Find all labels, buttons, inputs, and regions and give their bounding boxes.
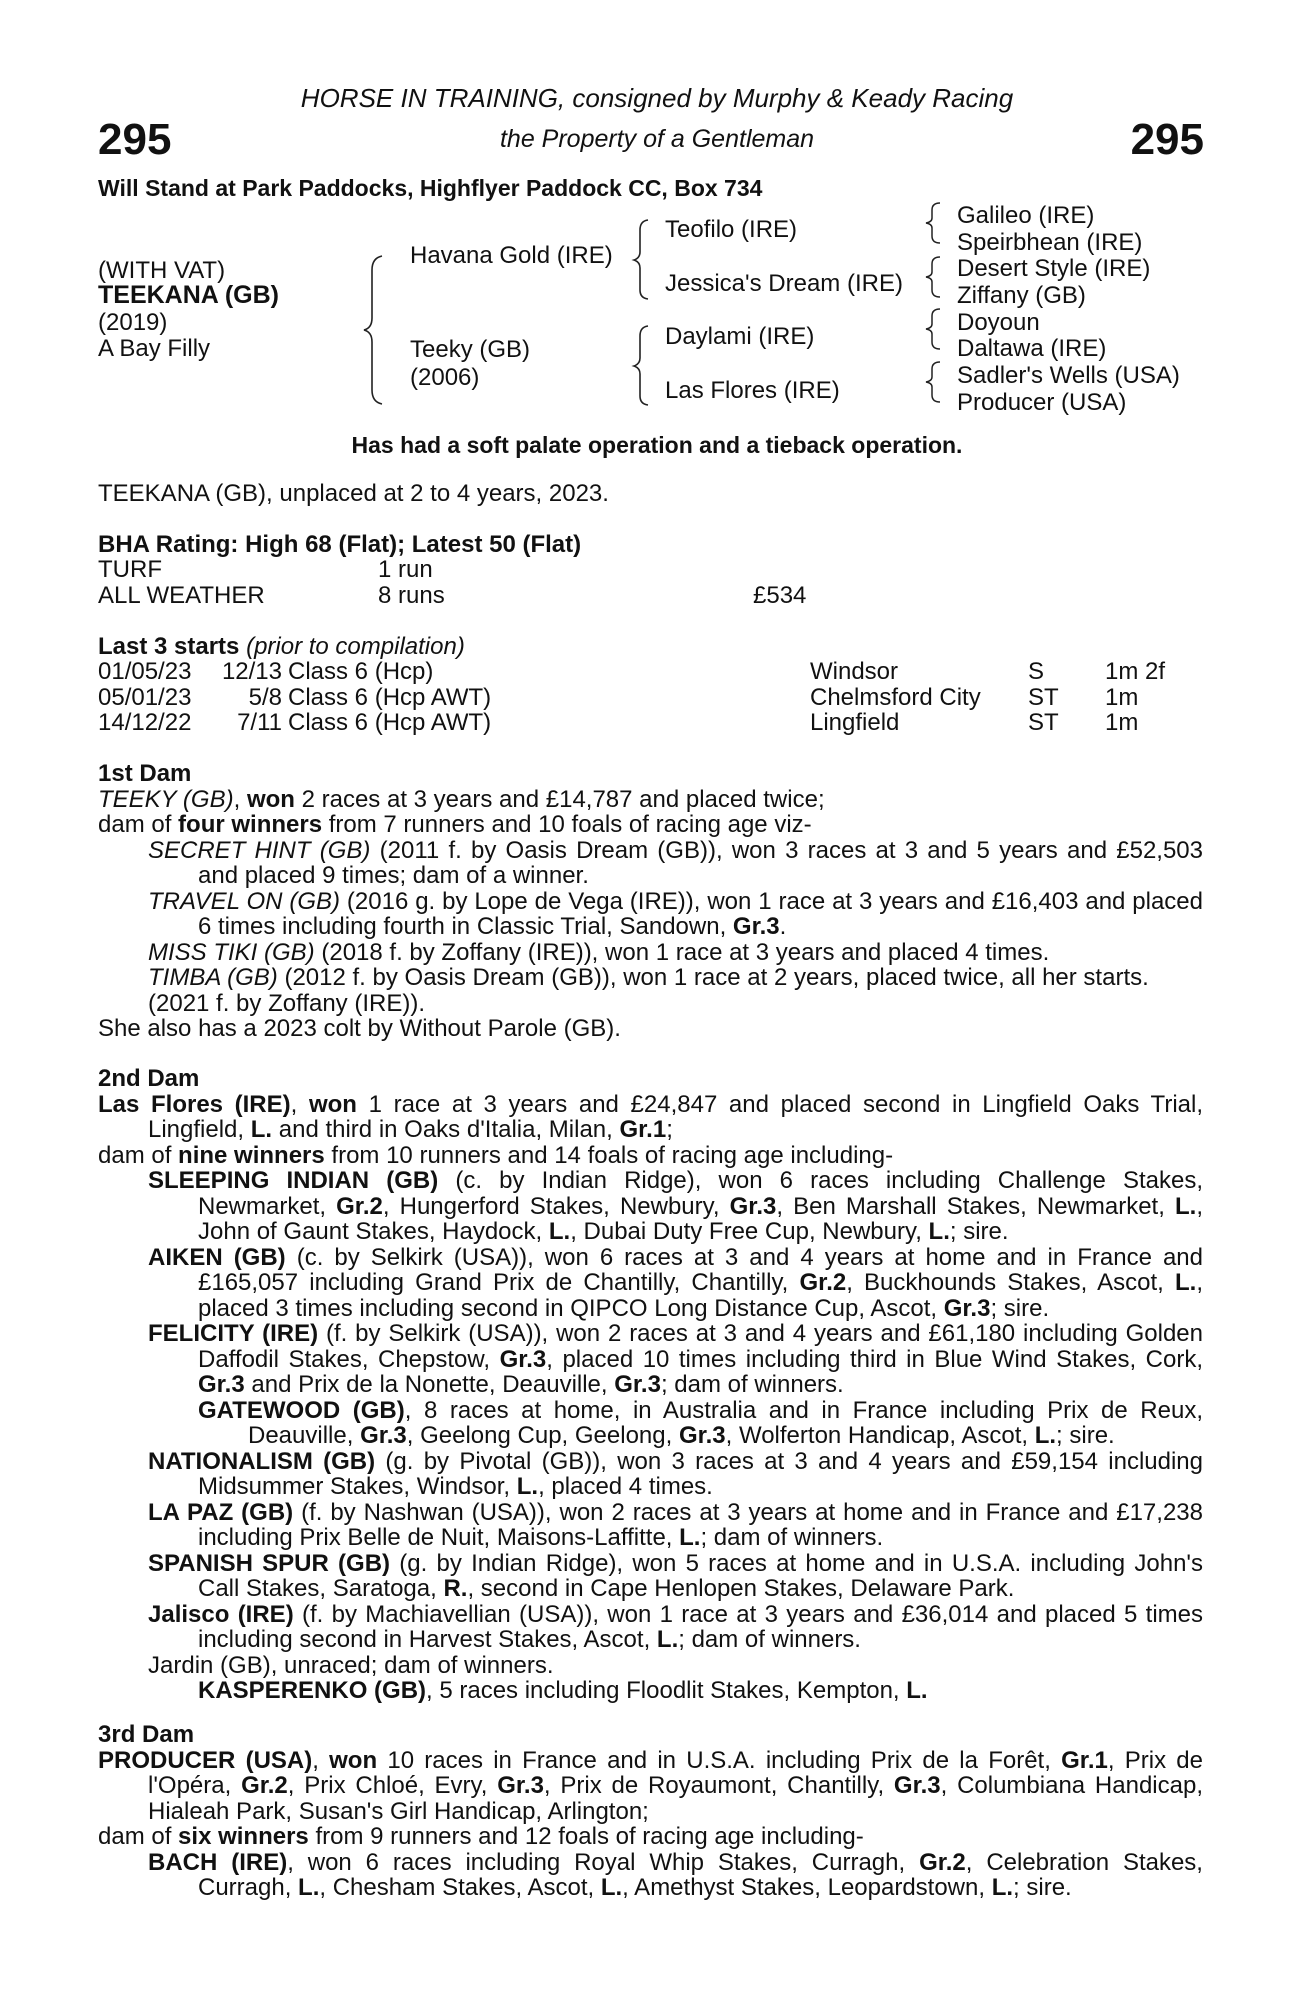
pedigree-sds: Desert Style (IRE) [957, 255, 1151, 282]
offspring-entry: LA PAZ (GB) (f. by Nashwan (USA)), won 2 races at 3 years at home and in France and £17,238 including Prix Belle de Nuit, Maisons-Laffitte, L.; dam of winners. [148, 1498, 1203, 1551]
offspring-entry: SLEEPING INDIAN (GB) (c. by Indian Ridge), won 6 races including Challenge Stakes, Newmarket, Gr.2, Hungerford Stakes, Newbury, Gr.3, Ben Marshall Stakes, Newmarket, L., John of Gaunt Stakes, Haydock, L., Dubai Duty Free Cup, Newbury, L.; sire. [148, 1167, 1203, 1245]
lot-number-left: 295 [98, 115, 172, 164]
offspring-entry: TIMBA (GB) (2012 f. by Oasis Dream (GB)), won 1 race at 2 years, placed twice, all her starts. [148, 964, 1149, 991]
pedigree-brace-1 [922, 200, 946, 246]
first-dam-section [98, 761, 1203, 1042]
offspring-entry: TRAVEL ON (GB) (2016 g. by Lope de Vega (IRE)), won 1 race at 3 years and £16,403 and placed 6 times including fourth in Classic Trial, Sandown, Gr.3. [148, 887, 1203, 940]
start-distance: 1m 2f [1105, 658, 1166, 685]
operation-note: Has had a soft palate operation and a tieback operation. [351, 432, 963, 458]
start-course: Chelmsford City [810, 683, 981, 711]
second-dam-line: Las Flores (IRE), won 1 race at 3 years and £24,847 and placed second in Lingfield Oaks Trial, Lingfield, L. and third in Oaks d'Italia, Milan, Gr.1; [98, 1090, 1204, 1143]
racing-summary: TEEKANA (GB), unplaced at 2 to 4 years, 2023. [98, 480, 609, 507]
all-weather-runs: 8 runs [378, 582, 445, 609]
start-position: 7/11 [237, 709, 282, 736]
pedigree-sire-sire: Teofilo (IRE) [665, 216, 798, 243]
start-distance: 1m [1105, 709, 1139, 736]
turf-runs: 1 run [378, 556, 433, 583]
header-subtitle: the Property of a Gentleman [499, 125, 815, 153]
second-dam-section [98, 1066, 1203, 1704]
third-dam-produce-line: dam of six winners from 9 runners and 12 foals of racing age including- [98, 1823, 864, 1850]
first-dam-title: 1st Dam [98, 760, 192, 787]
start-going: ST [1028, 683, 1059, 711]
pedigree-main-brace [360, 250, 400, 410]
start-date: 14/12/22 [98, 709, 192, 736]
last-starts-heading [98, 634, 465, 660]
stand-location: Will Stand at Park Paddocks, Highflyer Paddock CC, Box 734 [98, 175, 763, 201]
offspring-entry: AIKEN (GB) (c. by Selkirk (USA)), won 6 races at 3 and 4 years at home and in France and £165,057 including Grand Prix de Chantilly, Chantilly, Gr.2, Buckhounds Stakes, Ascot, L., placed 3 times including second in QIPCO Long Distance Cup, Ascot, Gr.3; sire. [148, 1243, 1204, 1322]
third-dam-section [98, 1722, 1203, 1901]
pedigree-sire-brace [628, 216, 658, 302]
turf-label: TURF [98, 556, 162, 583]
pedigree-dam: Teeky (GB) [410, 336, 531, 363]
offspring-entry: BACH (IRE), won 6 races including Royal Whip Stakes, Curragh, Gr.2, Celebration Stakes, Curragh, L., Chesham Stakes, Ascot, L., Amethyst Stakes, Leopardstown, L.; sire. [148, 1848, 1203, 1901]
vat-label: (WITH VAT) [98, 257, 226, 284]
pedigree-sire-dam: Jessica's Dream (IRE) [665, 270, 903, 297]
start-class: Class 6 (Hcp AWT) [288, 709, 492, 736]
start-going: S [1028, 658, 1045, 685]
start-row [98, 710, 1208, 736]
start-class: Class 6 (Hcp AWT) [288, 683, 492, 711]
pedigree-dam-dam: Las Flores (IRE) [665, 377, 840, 404]
all-weather-label: ALL WEATHER [98, 582, 265, 609]
start-course: Lingfield [810, 709, 900, 736]
offspring-entry: SECRET HINT (GB) (2011 f. by Oasis Dream (GB)), won 3 races at 3 and 5 years and £52,503 and placed 9 times; dam of a winner. [148, 836, 1203, 889]
horse-year: (2019) [98, 309, 168, 336]
pedigree-brace-4 [922, 359, 946, 405]
header-title: HORSE IN TRAINING, consigned by Murphy & Keady Racing [300, 83, 1014, 113]
last-starts-title: Last 3 starts [98, 633, 240, 660]
pedigree-ssd: Speirbhean (IRE) [957, 229, 1143, 256]
third-dam-line: PRODUCER (USA), won 10 races in France and in U.S.A. including Prix de la Forêt, Gr.1, Prix de l'Opéra, Gr.2, Prix Chloé, Evry, Gr.3, Prix de Royaumont, Chantilly, Gr.3, Columbiana Handicap, Hialeah Park, Susan's Girl Handicap, Arlington; [98, 1746, 1204, 1825]
start-position: 5/8 [248, 683, 282, 711]
start-distance: 1m [1105, 683, 1139, 711]
pedigree-dds: Sadler's Wells (USA) [957, 362, 1180, 389]
first-dam-line: TEEKY (GB), won 2 races at 3 years and £14,787 and placed twice; [98, 785, 825, 813]
offspring-entry: SPANISH SPUR (GB) (g. by Indian Ridge), won 5 races at home and in U.S.A. including John's Call Stakes, Saratoga, R., second in Cape Henlopen Stakes, Delaware Park. [148, 1549, 1204, 1602]
pedigree-dam-year: (2006) [410, 364, 480, 391]
pedigree-brace-3 [922, 306, 946, 352]
pedigree-dsd: Daltawa (IRE) [957, 335, 1107, 362]
pedigree-sire: Havana Gold (IRE) [410, 242, 613, 269]
pedigree-dam-sire: Daylami (IRE) [665, 323, 815, 350]
second-dam-title: 2nd Dam [98, 1065, 200, 1092]
start-going: ST [1028, 709, 1059, 736]
grand-offspring-entry: KASPERENKO (GB), 5 races including Floodlit Stakes, Kempton, L. [198, 1677, 928, 1704]
horse-description: A Bay Filly [98, 335, 211, 362]
last-starts-subtitle: (prior to compilation) [246, 633, 465, 660]
earnings: £534 [753, 582, 807, 609]
first-dam-produce-line: dam of four winners from 7 runners and 10 foals of racing age viz- [98, 811, 812, 838]
pedigree-dss: Doyoun [957, 309, 1040, 336]
bha-rating: BHA Rating: High 68 (Flat); Latest 50 (Flat) [98, 531, 582, 558]
offspring-entry: MISS TIKI (GB) (2018 f. by Zoffany (IRE)), won 1 race at 3 years and placed 4 times. [148, 938, 1050, 966]
offspring-entry: Jalisco (IRE) (f. by Machiavellian (USA)), won 1 race at 3 years and £36,014 and placed 5 times including second in Harvest Stakes, Ascot, L.; dam of winners. [148, 1600, 1204, 1653]
start-class: Class 6 (Hcp) [288, 658, 434, 685]
start-position: 12/13 [221, 658, 282, 685]
pedigree-sss: Galileo (IRE) [957, 202, 1095, 229]
start-row [98, 685, 1208, 711]
start-date: 01/05/23 [98, 658, 192, 685]
offspring-entry: (2021 f. by Zoffany (IRE)). [148, 989, 425, 1017]
start-course: Windsor [810, 658, 899, 685]
pedigree-dam-brace [628, 322, 658, 408]
lot-number-right: 295 [1130, 115, 1204, 164]
pedigree-sdd: Ziffany (GB) [957, 282, 1086, 309]
second-dam-produce-line: dam of nine winners from 10 runners and 14 foals of racing age including- [98, 1141, 894, 1169]
first-dam-note: She also has a 2023 colt by Without Parole (GB). [98, 1015, 621, 1042]
pedigree-brace-2 [922, 254, 946, 300]
start-date: 05/01/23 [98, 683, 192, 711]
offspring-entry: NATIONALISM (GB) (g. by Pivotal (GB)), won 3 races at 3 and 4 years and £59,154 including Midsummer Stakes, Windsor, L., placed 4 times. [148, 1447, 1204, 1500]
horse-name: TEEKANA (GB) [98, 281, 280, 309]
grand-offspring-entry: GATEWOOD (GB), 8 races at home, in Australia and in France including Prix de Reux, Deauville, Gr.3, Geelong Cup, Geelong, Gr.3, Wolferton Handicap, Ascot, L.; sire. [198, 1396, 1203, 1449]
offspring-entry: FELICITY (IRE) (f. by Selkirk (USA)), won 2 races at 3 and 4 years and £61,180 including Golden Daffodil Stakes, Chepstow, Gr.3, placed 10 times including third in Blue Wind Stakes, Cork, Gr.3 and Prix de la Nonette, Deauville, Gr.3; dam of winners. [148, 1320, 1204, 1398]
starts-table [98, 659, 1208, 736]
offspring-entry: Jardin (GB), unraced; dam of winners. [148, 1651, 554, 1679]
pedigree-ddd: Producer (USA) [957, 389, 1127, 416]
third-dam-title: 3rd Dam [98, 1721, 195, 1748]
start-row [98, 659, 1208, 685]
